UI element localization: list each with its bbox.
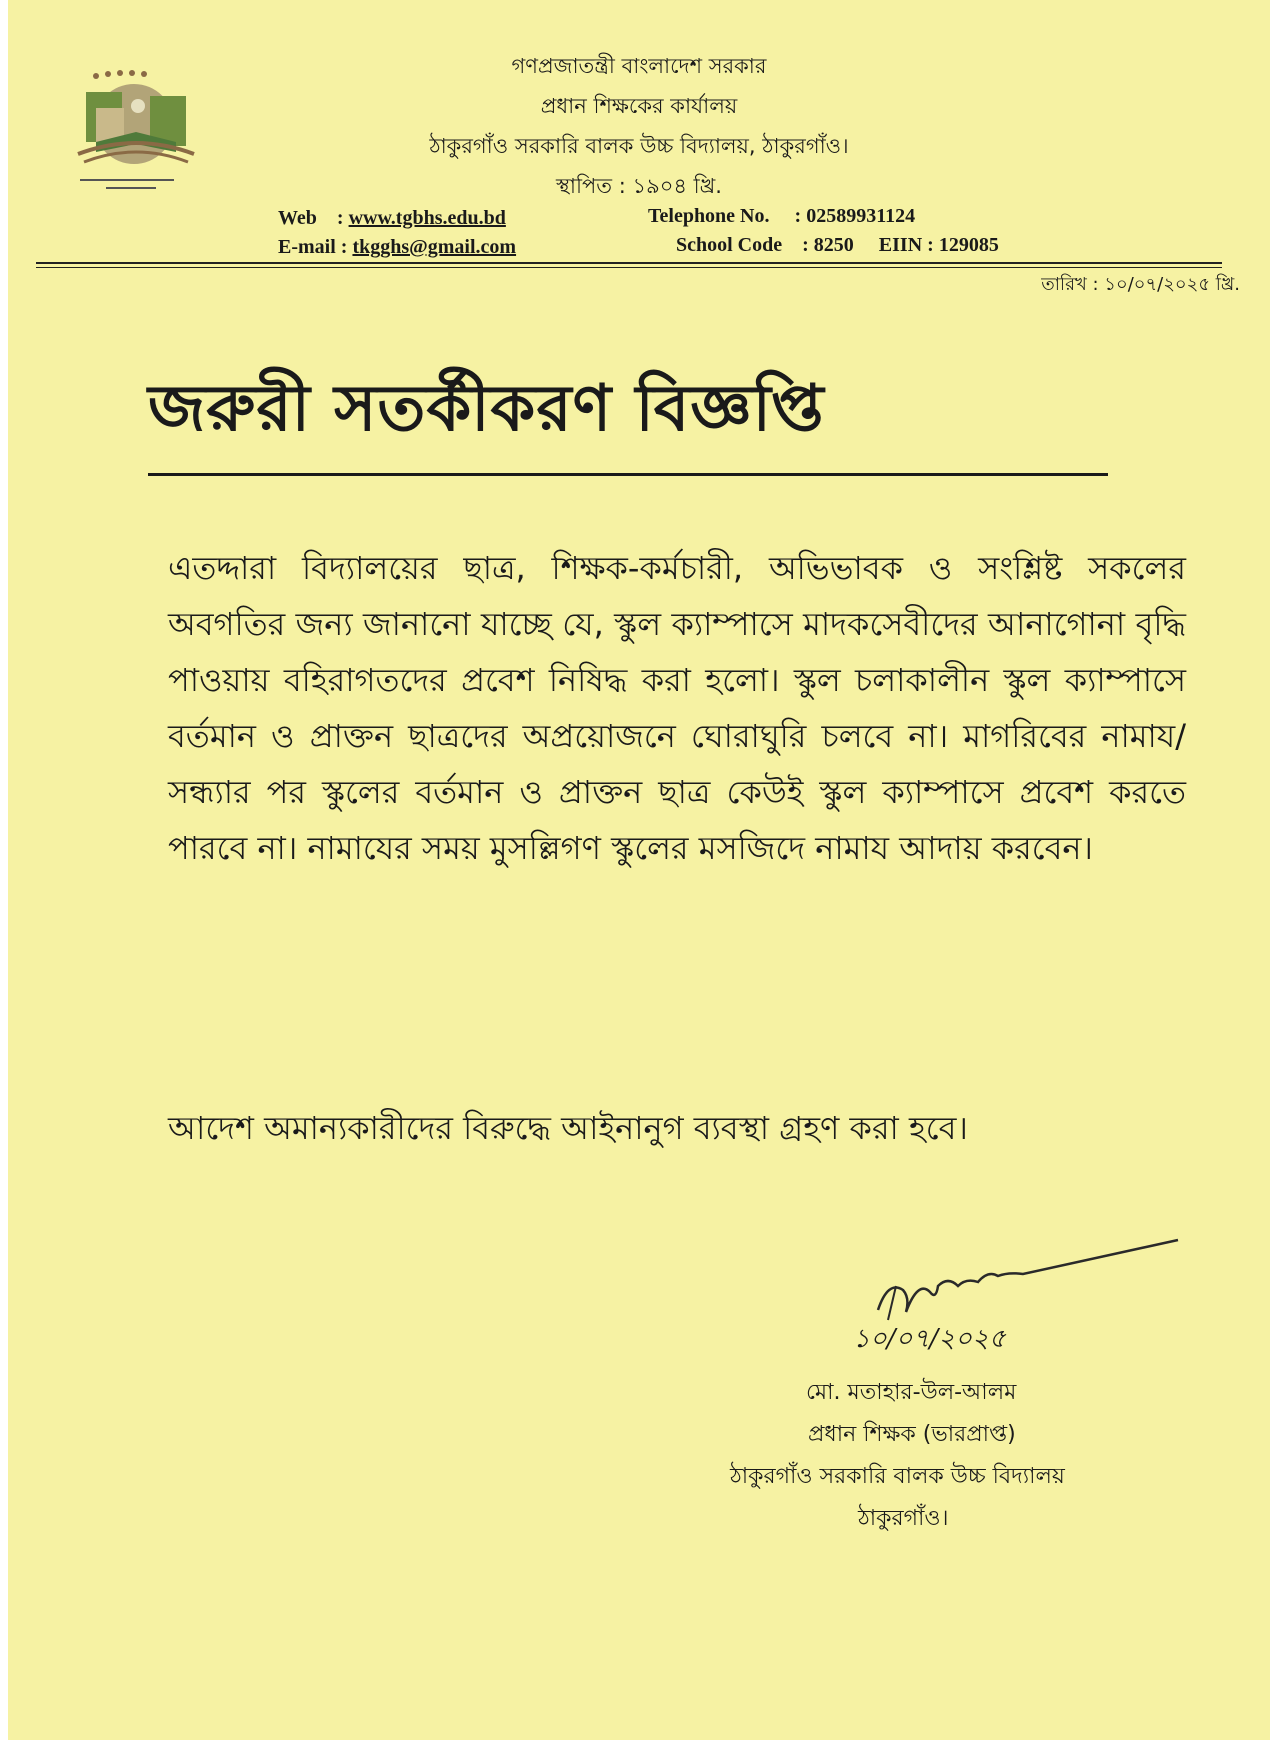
signatory-designation: প্রধান শিক্ষক (ভারপ্রাপ্ত): [808, 1422, 1016, 1447]
signature-mark: [848, 1220, 1188, 1330]
email-row: E-mail : tkgghs@gmail.com: [278, 236, 517, 258]
notice-sheet: [8, 0, 1270, 1740]
header-school-name: ঠাকুরগাঁও সরকারি বালক উচ্চ বিদ্যালয়, ঠাকুরগাঁও।: [429, 134, 849, 158]
web-label: Web: [278, 207, 317, 229]
signature-date: ১০/০৭/২০২৫: [853, 1324, 1006, 1354]
telephone-row: Telephone No. : 02589931124: [648, 205, 916, 227]
signatory-name: মো. মতাহার-উল-আলম: [806, 1380, 1017, 1405]
eiin-label: EIIN: [878, 234, 923, 256]
header-divider-top: [36, 262, 1222, 264]
web-row: Web : www.tgbhs.edu.bd: [278, 207, 506, 229]
telephone-value: 02589931124: [806, 205, 916, 227]
signatory-place: ঠাকুরগাঁও।: [858, 1506, 949, 1531]
notice-paragraph-1: এতদ্দারা বিদ্যালয়ের ছাত্র, শিক্ষক-কর্মচারী, অভিভাবক ও সংশ্লিষ্ট সকলের অবগতির জন্য জানানো যাচ্ছে যে, স্কুল ক্যাম্পাসে মাদকসেবীদের আনাগোনা বৃদ্ধি পাওয়ায় বহিরাগতদের প্রবেশ নিষিদ্ধ করা হলো। স্কুল চলাকালীন স্কুল ক্যাম্পাসে বর্তমান ও প্রাক্তন ছাত্রদের অপ্রয়োজনে ঘোরাঘুরি চলবে না। মাগরিবের নামায/সন্ধ্যার পর স্কুলের বর্তমান ও প্রাক্তন ছাত্র কেউই স্কুল ক্যাম্পাসে প্রবেশ করতে পারবে না। নামাযের সময় মুসল্লিগণ স্কুলের মসজিদে নামায আদায় করবেন।: [168, 549, 1186, 867]
telephone-label: Telephone No.: [648, 205, 770, 227]
school-code-value: 8250: [813, 234, 854, 256]
header-established: স্থাপিত : ১৯০৪ খ্রি.: [556, 174, 722, 198]
notice-paragraph-2: আদেশ অমান্যকারীদের বিরুদ্ধে আইনানুগ ব্যবস্থা গ্রহণ করা হবে।: [168, 1109, 968, 1147]
signatory-institution: ঠাকুরগাঁও সরকারি বালক উচ্চ বিদ্যালয়: [730, 1464, 1065, 1489]
notice-title: জরুরী সতর্কীকরণ বিজ্ঞপ্তি: [148, 360, 1108, 476]
header-divider-bottom: [36, 267, 1222, 268]
email-label: E-mail: [278, 236, 336, 258]
eiin-value: 129085: [938, 234, 999, 256]
school-code-row: School Code : 8250 EIIN : 129085: [676, 234, 999, 256]
header-government: গণপ্রজাতন্ত্রী বাংলাদেশ সরকার: [511, 54, 767, 78]
web-link[interactable]: www.tgbhs.edu.bd: [348, 207, 506, 229]
notice-date: তারিখ : ১০/০৭/২০২৫ খ্রি.: [1041, 274, 1240, 295]
school-code-label: School Code: [676, 234, 783, 256]
email-link[interactable]: tkgghs@gmail.com: [352, 236, 517, 258]
header-office: প্রধান শিক্ষকের কার্যালয়: [540, 94, 738, 118]
